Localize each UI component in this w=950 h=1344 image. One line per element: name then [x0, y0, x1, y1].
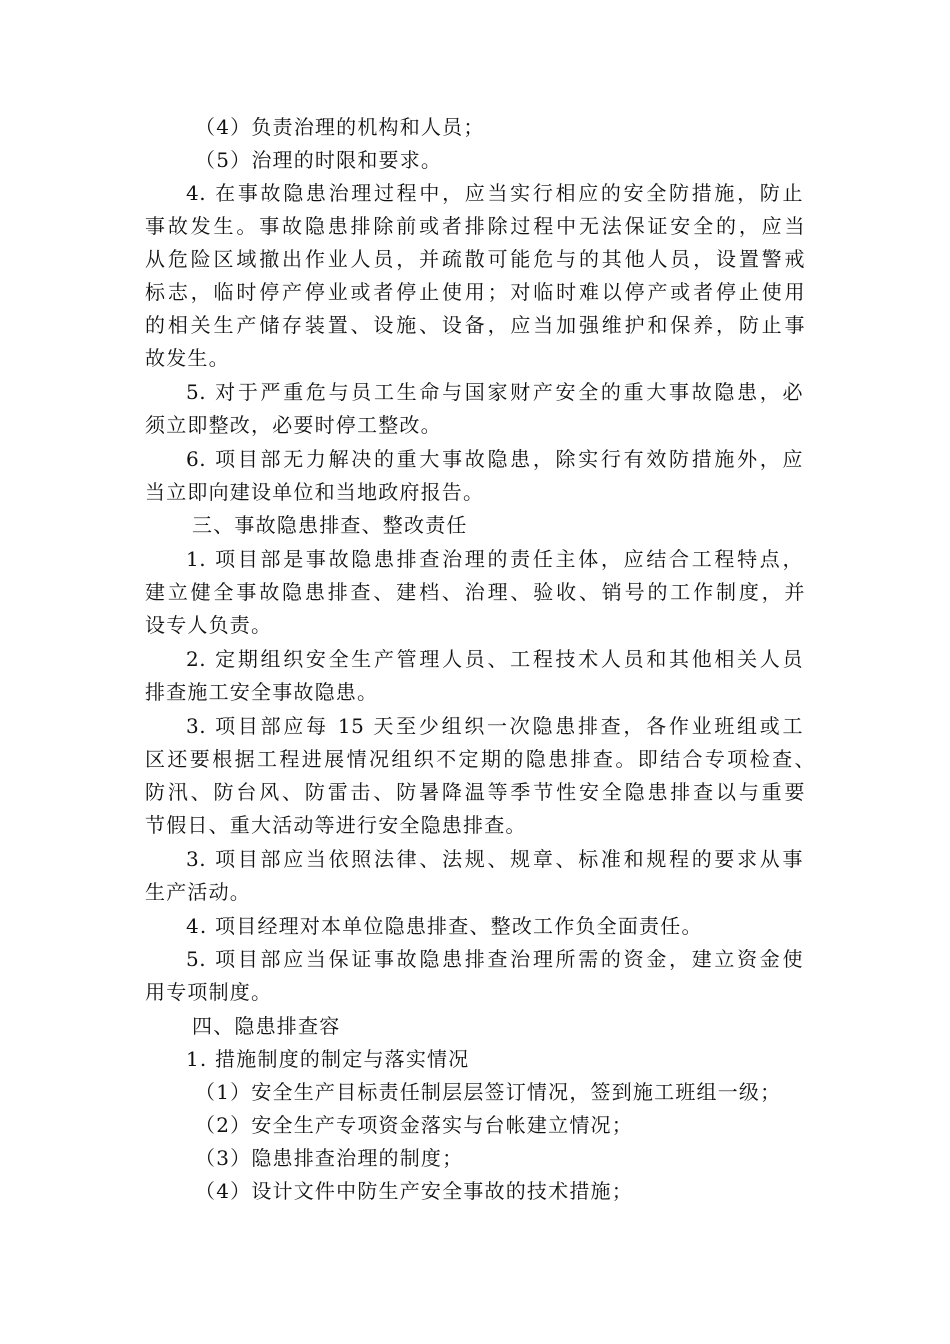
text-line: 须立即整改，必要时停工整改。 [145, 413, 442, 437]
text-line: 从危险区域撤出作业人员，并疏散可能危与的其他人员，设置警戒 [145, 247, 805, 271]
text-line: 生产活动。 [145, 880, 251, 904]
text-line: 1. 措施制度的制定与落实情况 [186, 1047, 470, 1071]
text-line: 6. 项目部无力解决的重大事故隐患，除实行有效防措施外，应 [186, 447, 803, 471]
text-line: 区还要根据工程进展情况组织不定期的隐患排查。即结合专项检查、 [145, 747, 815, 771]
text-line: 标志，临时停产停业或者停止使用；对临时难以停产或者停止使用 [145, 280, 805, 304]
text-line: 5. 项目部应当保证事故隐患排查治理所需的资金，建立资金使 [186, 947, 803, 971]
text-line: 3. 项目部应当依照法律、法规、规章、标准和规程的要求从事 [186, 847, 803, 871]
text-line: （4）设计文件中防生产安全事故的技术措施； [195, 1179, 633, 1203]
text-line: 4. 在事故隐患治理过程中，应当实行相应的安全防措施，防止 [186, 181, 803, 205]
text-line: 故发生。 [145, 346, 230, 370]
text-line: 事故发生。事故隐患排除前或者排除过程中无法保证安全的，应当 [145, 214, 805, 238]
section-heading: 四、隐患排查容 [192, 1014, 341, 1038]
text-line: 设专人负责。 [145, 613, 273, 637]
text-line: 当立即向建设单位和当地政府报告。 [145, 480, 485, 504]
text-line: 5. 对于严重危与员工生命与国家财产安全的重大事故隐患，必 [186, 380, 803, 404]
text-line: 1. 项目部是事故隐患排查治理的责任主体，应结合工程特点， [186, 547, 803, 571]
text-line: 排查施工安全事故隐患。 [145, 680, 379, 704]
text-line: 用专项制度。 [145, 980, 273, 1004]
text-line: 节假日、重大活动等进行安全隐患排查。 [145, 813, 527, 837]
text-line: （2）安全生产专项资金落实与台帐建立情况； [195, 1113, 633, 1137]
text-line: 的相关生产储存装置、设施、设备，应当加强维护和保养，防止事 [145, 313, 805, 337]
text-line: 3. 项目部应每 15 天至少组织一次隐患排查，各作业班组或工 [186, 714, 803, 738]
text-line: 建立健全事故隐患排查、建档、治理、验收、销号的工作制度，并 [145, 580, 805, 604]
text-line: 防汛、防台风、防雷击、防暑降温等季节性安全隐患排查以与重要 [145, 780, 805, 804]
text-line: 2. 定期组织安全生产管理人员、工程技术人员和其他相关人员 [186, 647, 803, 671]
text-line: 4. 项目经理对本单位隐患排查、整改工作负全面责任。 [186, 914, 703, 938]
text-line: （4）负责治理的机构和人员； [195, 115, 485, 139]
section-heading: 三、事故隐患排查、整改责任 [192, 513, 468, 537]
text-line: （5）治理的时限和要求。 [195, 148, 443, 172]
text-line: （1）安全生产目标责任制层层签订情况，签到施工班组一级； [195, 1080, 782, 1104]
text-line: （3）隐患排查治理的制度； [195, 1146, 464, 1170]
